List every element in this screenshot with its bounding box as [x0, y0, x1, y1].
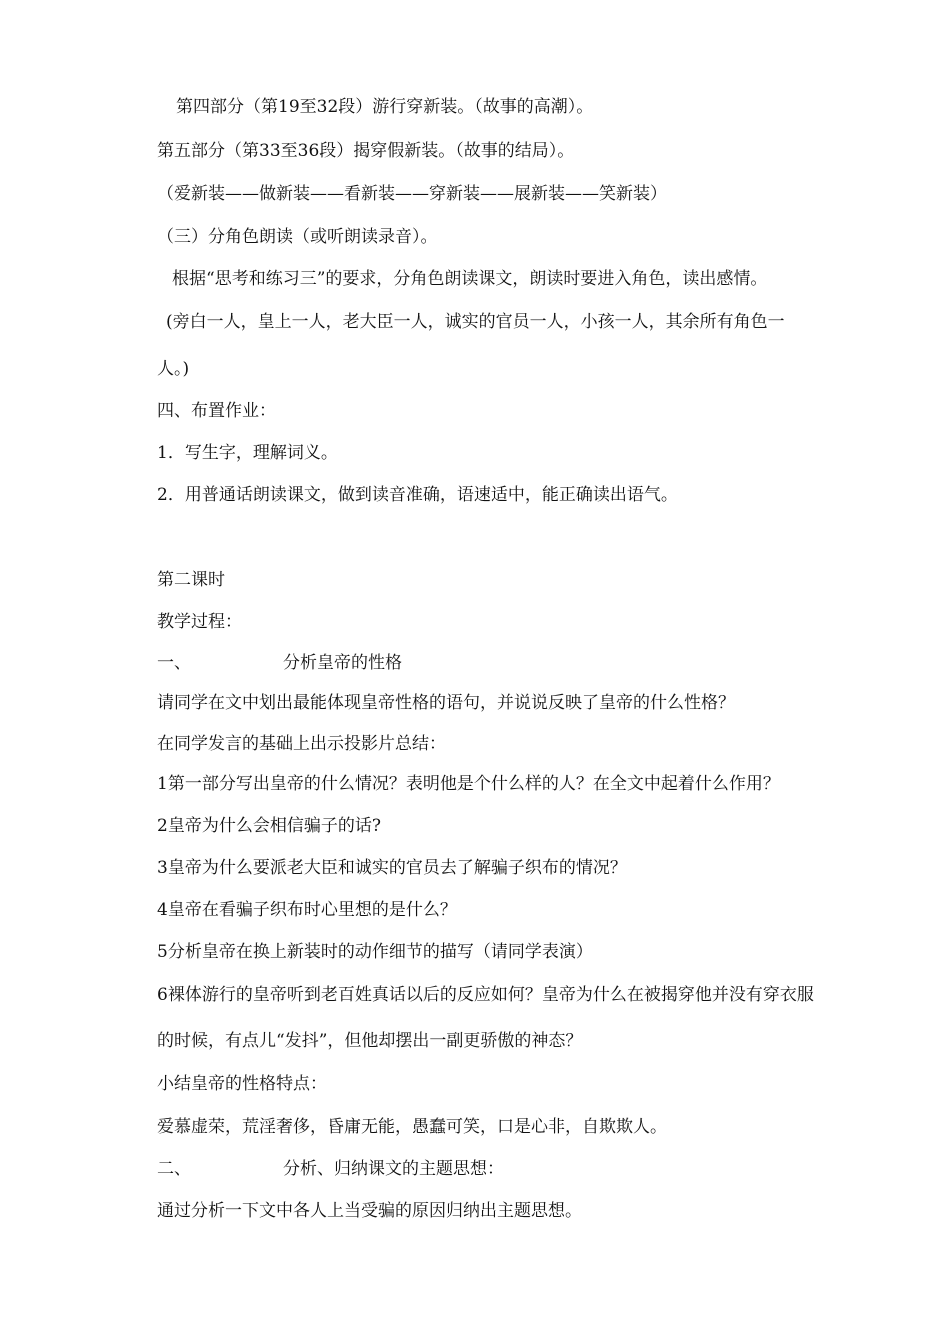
paragraph-summary-intro: 在同学发言的基础上出示投影片总结： — [157, 734, 446, 754]
heading-homework: 四、布置作业： — [157, 401, 276, 421]
heading-character-summary: 小结皇帝的性格特点： — [157, 1074, 327, 1094]
section-one-title: 分析皇帝的性格 — [283, 653, 402, 673]
heading-second-lesson: 第二课时 — [157, 570, 225, 590]
homework-item-1: 1．写生字，理解词义。 — [157, 443, 338, 463]
question-3: 3皇帝为什么要派老大臣和诚实的官员去了解骗子织布的情况？ — [157, 858, 627, 878]
section-one-heading — [157, 652, 402, 674]
heading-role-reading: （三）分角色朗读（或听朗读录音）。 — [157, 227, 438, 247]
section-two-title: 分析、归纳课文的主题思想： — [283, 1159, 504, 1179]
paragraph-role-assignment-cont: 人。) — [157, 359, 190, 379]
paragraph-role-reading-instruction: 根据“思考和练习三”的要求，分角色朗读课文，朗读时要进入角色，读出感情。 — [172, 269, 768, 289]
section-two-number: 二、 — [157, 1159, 191, 1179]
paragraph-theme-method: 通过分析一下文中各人上当受骗的原因归纳出主题思想。 — [157, 1201, 582, 1221]
question-2: 2皇帝为什么会相信骗子的话? — [157, 816, 381, 836]
question-6: 6裸体游行的皇帝听到老百姓真话以后的反应如何？皇帝为什么在被揭穿他并没有穿衣服 — [157, 985, 814, 1005]
section-one-number: 一、 — [157, 653, 191, 673]
paragraph-part-five: 第五部分（第33至36段）揭穿假新装。（故事的结局）。 — [157, 141, 575, 161]
question-6-cont: 的时候，有点儿“发抖”，但他却摆出一副更骄傲的神态？ — [157, 1031, 583, 1051]
question-5: 5分析皇帝在换上新装时的动作细节的描写（请同学表演） — [157, 942, 593, 962]
question-1: 1第一部分写出皇帝的什么情况？表明他是个什么样的人？在全文中起着什么作用？ — [157, 774, 780, 794]
paragraph-plot-summary: （爱新装——做新装——看新装——穿新装——展新装——笑新装） — [157, 184, 667, 204]
question-4: 4皇帝在看骗子织布时心里想的是什么？ — [157, 900, 457, 920]
homework-item-2: 2．用普通话朗读课文，做到读音准确，语速适中，能正确读出语气。 — [157, 485, 678, 505]
paragraph-task: 请同学在文中划出最能体现皇帝性格的语句，并说说反映了皇帝的什么性格？ — [157, 693, 735, 713]
heading-teaching-process: 教学过程： — [157, 612, 242, 632]
paragraph-character-traits: 爱慕虚荣，荒淫奢侈，昏庸无能，愚蠢可笑，口是心非，自欺欺人。 — [157, 1117, 667, 1137]
paragraph-part-four: 第四部分（第19至32段）游行穿新装。（故事的高潮）。 — [176, 97, 594, 117]
section-two-heading — [157, 1158, 504, 1180]
paragraph-role-assignment: (旁白一人，皇上一人，老大臣一人，诚实的官员一人，小孩一人，其余所有角色一 — [166, 312, 785, 332]
